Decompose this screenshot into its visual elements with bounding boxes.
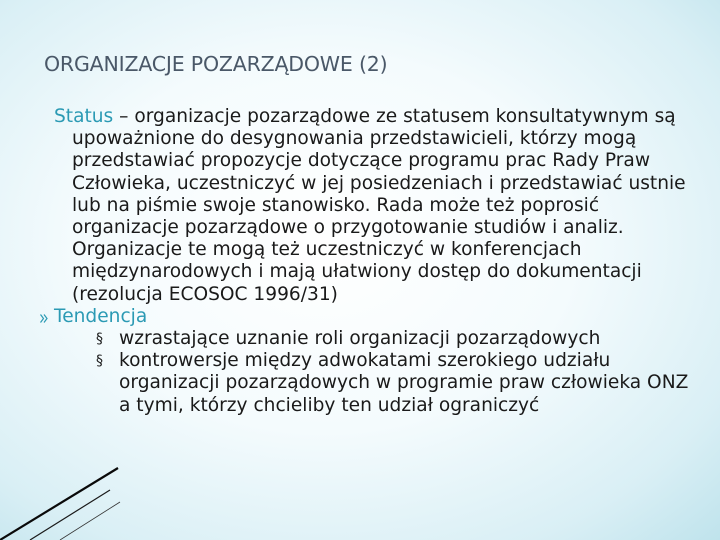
list-item: [72, 328, 704, 350]
tendencja-paragraph: [54, 306, 704, 417]
list-item: [72, 350, 704, 417]
status-paragraph: [54, 106, 704, 306]
list-item-text: wzrastające uznanie roli organizacji pozarządowych: [119, 328, 601, 350]
tendencja-lead: Tendencja: [54, 305, 148, 327]
double-chevron-right-icon: [40, 314, 48, 323]
slide-title: ORGANIZACJE POZARZĄDOWE (2): [44, 52, 388, 76]
section-marker-icon: §: [96, 353, 103, 370]
section-marker-icon: §: [96, 331, 103, 348]
tendencja-list: [72, 328, 704, 417]
status-lead: Status: [54, 106, 114, 127]
status-text: – organizacje pozarządowe ze statusem konsultatywnym są upoważnione do desygnowania przedstawicieli, którzy mogą przedstawiać propozycje dotyczące programu prac Rady Praw Człowieka, uczestniczyć w jej posiedzeniach i przedstawiać ustnie lub na piśmie swoje stanowisko. Rada może też poprosić organizacje pozarządowe o przygotowanie studiów i analiz. Organizacje te mogą też uczestniczyć w konferencjach międzynarodowych i mają ułatwiony dostęp do dokumentacji (rezolucja ECOSOC 1996/31): [72, 106, 686, 305]
list-item-text: kontrowersje między adwokatami szerokiego udziału organizacji pozarządowych w programie praw człowieka ONZ a tymi, którzy chcieliby ten udział ograniczyć: [119, 350, 689, 416]
slide-body: [54, 106, 704, 417]
